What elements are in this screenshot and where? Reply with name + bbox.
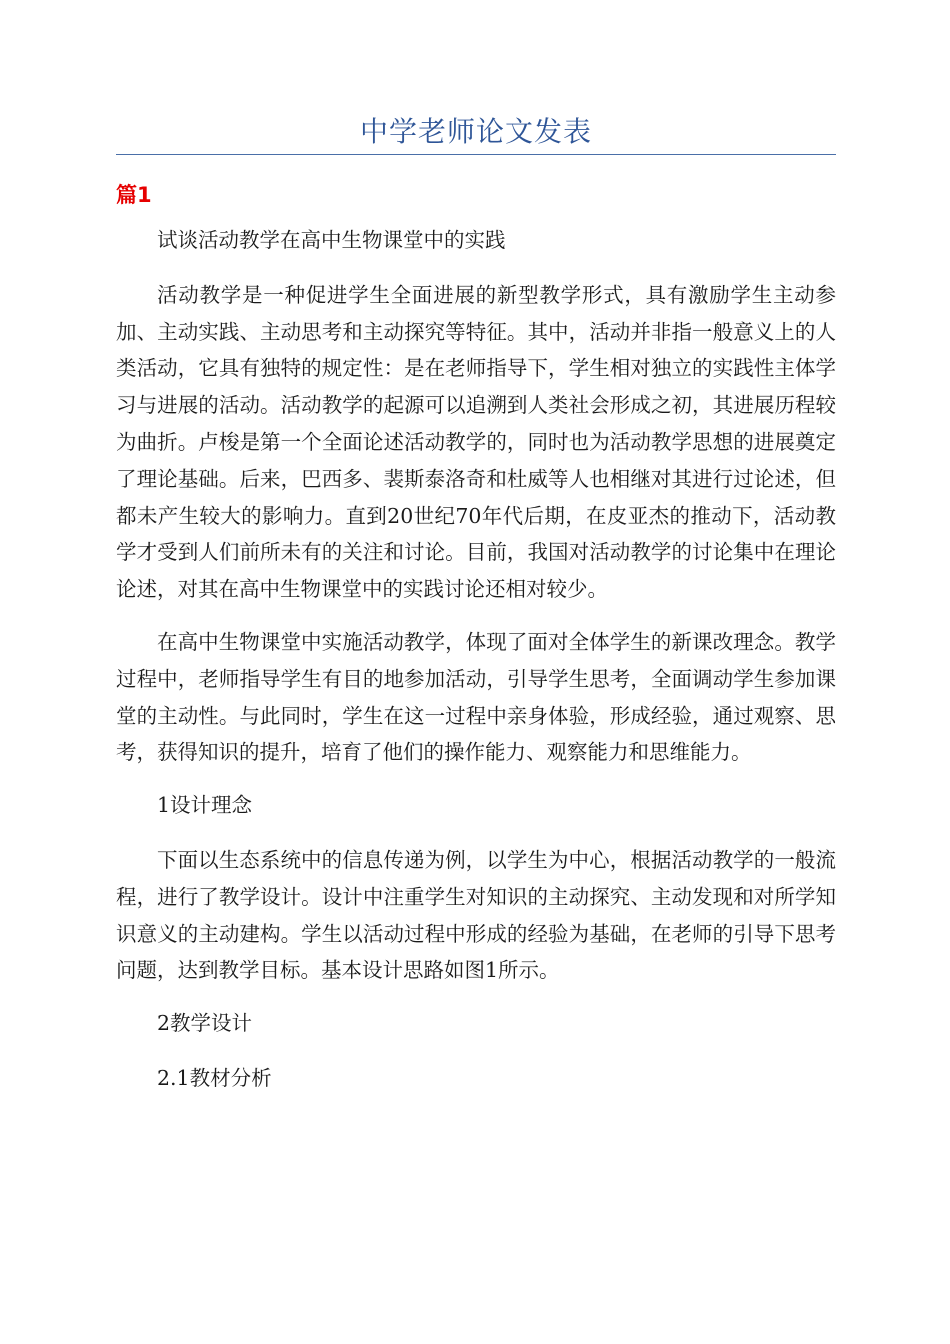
heading-textbook-analysis: 2.1教材分析	[157, 1065, 272, 1090]
paragraph-design-concept: 下面以生态系统中的信息传递为例，以学生为中心，根据活动教学的一般流程，进行了教学设计。设计中注重学生对知识的主动探究、主动发现和对所学知识意义的主动建构。学生以活动过程中形成的经验为基础，在老师的引导下思考问题，达到教学目标。基本设计思路如图1所示。	[116, 847, 836, 983]
paragraph-intro: 活动教学是一种促进学生全面进展的新型教学形式，具有激励学生主动参加、主动实践、主动思考和主动探究等特征。其中，活动并非指一般意义上的人类活动，它具有独特的规定性：是在老师指导下，学生相对独立的实践性主体学习与进展的活动。活动教学的起源可以追溯到人类社会形成之初，其进展历程较为曲折。卢梭是第一个全面论述活动教学的，同时也为活动教学思想的进展奠定了理论基础。后来，巴西多、裴斯泰洛奇和杜威等人也相继对其进行过论述，但都未产生较大的影响力。直到20世纪70年代后期，在皮亚杰的推动下，活动教学才受到人们前所未有的关注和讨论。目前，我国对活动教学的讨论集中在理论论述，对其在高中生物课堂中的实践讨论还相对较少。	[116, 282, 836, 602]
paragraph-implementation: 在高中生物课堂中实施活动教学，体现了面对全体学生的新课改理念。教学过程中，老师指导学生有目的地参加活动，引导学生思考，全面调动学生参加课堂的主动性。与此同时，学生在这一过程中亲身体验，形成经验，通过观察、思考，获得知识的提升，培育了他们的操作能力、观察能力和思维能力。	[116, 629, 836, 765]
section-label: 篇1	[116, 183, 152, 207]
heading-teaching-design: 2教学设计	[157, 1011, 253, 1036]
heading-design-concept: 1设计理念	[157, 793, 253, 818]
article-heading: 试谈活动教学在高中生物课堂中的实践	[157, 228, 506, 252]
document-title: 中学老师论文发表	[359, 115, 592, 148]
title-underline	[116, 154, 836, 155]
document-body	[116, 222, 836, 1115]
